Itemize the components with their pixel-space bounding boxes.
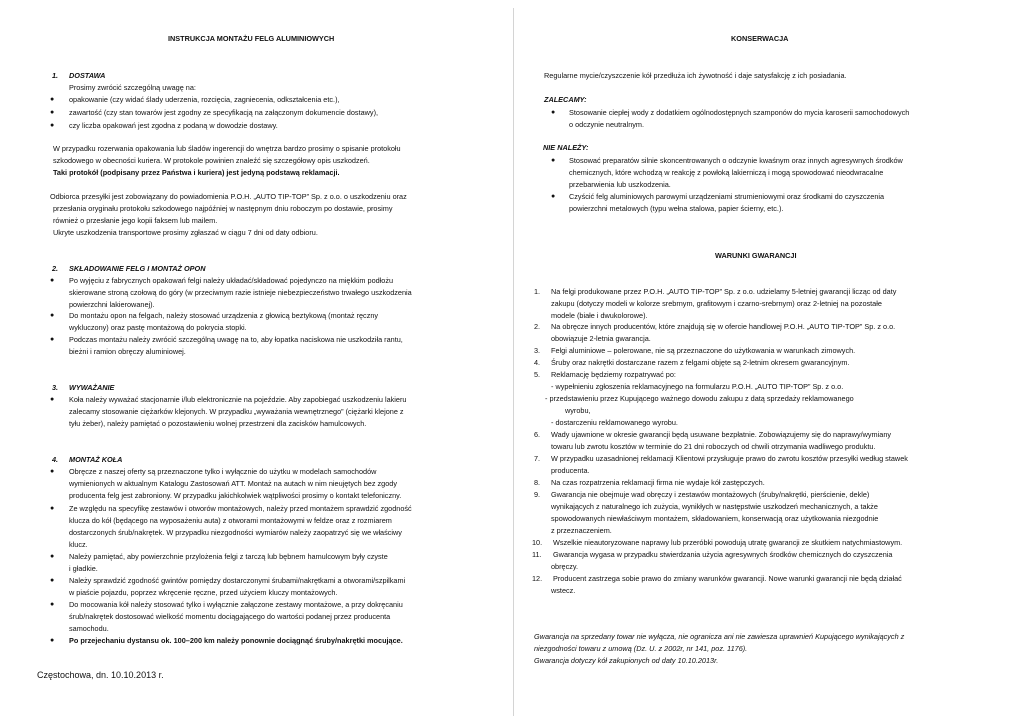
section-4-bullet-line: dostarczonych śrub/nakrętek. W przypadku niezgodności wymiarów należy zaopatrzyć się we właściwy (69, 528, 402, 537)
warranty-item-line: wyrobu, (565, 406, 591, 415)
section-1-paragraph: przesłania oryginału protokołu szkodowego najpóźniej w następnym dniu roboczym po dostawie, prosimy (53, 204, 393, 213)
warranty-item-line: Gwarancja nie obejmuje wad obręczy i zestawów montażowych (śruby/nakrętki, pierścienie, dekle) (551, 490, 870, 499)
warranty-item-line: Śruby oraz nakrętki dostarczane razem z felgami objęte są 2-letnim okresem gwarancyjnym. (551, 358, 850, 367)
section-2-bullet-line: Do montażu opon na felgach, należy stosować urządzenia z głowicą beztykową (montaż ręczny (69, 311, 379, 320)
warranty-item-number: 8. (534, 478, 541, 487)
section-4-bullet-line: Należy sprawdzić zgodność gwintów pomiędzy dostarczonymi śrubami/nakrętkami a otworami/szpilkami (69, 576, 406, 585)
warranty-item-line: Na felgi produkowane przez P.O.H. „AUTO TIP-TOP” Sp. z o.o. udzielamy 5-letniej gwarancji licząc od daty (551, 287, 897, 296)
warranty-item-line: Reklamację będziemy rozpatrywać po: (551, 370, 676, 379)
warranty-item-number: 12. (532, 574, 543, 583)
section-2-number: 2. (52, 264, 59, 273)
warranty-item-line: Na czas rozpatrzenia reklamacji firma nie wydaje kół zastępczych. (551, 478, 765, 487)
warranty-item-line: wstecz. (551, 586, 576, 595)
section-4-bullet-line: Ze względu na specyfikę zestawów i otworów montażowych, należy przed montażem sprawdzić zgodność (69, 504, 412, 513)
section-3-heading: WYWAŻANIE (69, 383, 115, 392)
section-4-bullet-line: samochodu. (69, 624, 109, 633)
section-2-bullet-line: powierzchni lakierowanej). (69, 300, 155, 309)
warranty-item-line: wynikających z naturalnego ich zużycia, wynikłych w następstwie uszkodzeń mechanicznych, a także (551, 502, 878, 511)
recommend-heading: ZALECAMY: (544, 95, 587, 104)
recommend-bullet-line: o odczynie neutralnym. (569, 120, 645, 129)
instructions-title: INSTRUKCJA MONTAŻU FELG ALUMINIOWYCH (168, 34, 335, 43)
warranty-item-number: 9. (534, 490, 541, 499)
warranty-item-line: Wszelkie nieautoryzowane naprawy lub przeróbki powodują utratę gwarancji ze skutkiem natychmiastowym. (553, 538, 903, 547)
warranty-item-line: spowodowanych niewłaściwym montażem, składowaniem, konserwacją oraz użytkowania niezgodnie (551, 514, 879, 523)
section-3-bullet-line: zalecamy stosowanie ciężarków klejonych. W przypadku „wyważania wewnętrznego” (ciężarki klejone z (69, 407, 404, 416)
section-3-number: 3. (52, 383, 59, 392)
do-not-bullet-line: powierzchni metalowych (typu wełna stalowa, papier ścierny, etc.). (569, 204, 784, 213)
section-1-bullet: czy liczba opakowań jest zgodna z podaną w dowodzie dostawy. (69, 121, 278, 130)
bullet-icon: ● (551, 109, 556, 116)
section-1-bullet: opakowanie (czy widać ślady uderzenia, rozcięcia, zagniecenia, odkształcenia etc.), (69, 95, 340, 104)
warranty-item-number: 1. (534, 287, 541, 296)
section-1-number: 1. (52, 71, 59, 80)
warranty-item-line: modele (białe i dwukolorowe). (551, 311, 648, 320)
bullet-icon: ● (50, 396, 55, 403)
bullet-icon: ● (50, 637, 55, 644)
bullet-icon: ● (50, 122, 55, 129)
bullet-icon: ● (50, 601, 55, 608)
bullet-icon: ● (50, 505, 55, 512)
maintenance-title: KONSERWACJA (731, 34, 789, 43)
warranty-item-number: 4. (534, 358, 541, 367)
warranty-item-line: zakupu (dotyczy modeli w kolorze srebrnym, grafitowym i czarno-srebrnym) oraz 2-letniej na pozostałe (551, 299, 882, 308)
do-not-bullet-line: przebarwienia lub uszkodzenia. (569, 180, 671, 189)
section-2-bullet-line: Podczas montażu należy zwrócić szczególną uwagę na to, aby łopatka naciskowa nie uszkodziła rantu, (69, 335, 403, 344)
warranty-item-line: Na obręcze innych producentów, które znajdują się w ofercie handlowej P.O.H. „AUTO TIP-TOP” Sp. z o.o. (551, 322, 896, 331)
section-4-bullet-line: i gładkie. (69, 564, 98, 573)
bullet-icon: ● (50, 553, 55, 560)
warranty-footer-line: Gwarancja na sprzedany towar nie wyłącza, nie ogranicza ani nie zawiesza uprawnień Kupującego wynikających z (534, 632, 905, 641)
bullet-icon: ● (50, 277, 55, 284)
warranty-item-line: - przedstawieniu przez Kupującego ważnego dowodu zakupu z datą sprzedaży reklamowanego (545, 394, 854, 403)
warranty-footer-line: niezgodności towaru z umową (Dz. U. z 2002r, nr 141, poz. 1176). (534, 644, 748, 653)
section-2-heading: SKŁADOWANIE FELG I MONTAŻ OPON (69, 264, 206, 273)
section-4-bullet-line: Należy pamiętać, aby powierzchnie przylożenia felgi z tarczą lub bębnem hamulcowym były czyste (69, 552, 388, 561)
do-not-bullet-line: Stosować preparatów silnie skoncentrowanych o odczynie kwaśnym oraz innych agresywnych środków (569, 156, 903, 165)
section-4-bullet-line: wymienionych w aktualnym Katalogu Zastosowań ATT. Montaż na autach w nim nieujętych bez zgody (69, 479, 397, 488)
warranty-item-line: W przypadku uzasadnionej reklamacji Klientowi przysługuje prawo do zwrotu kosztów przesyłki według stawek (551, 454, 908, 463)
section-1-paragraph: Odbiorca przesyłki jest zobowiązany do powiadomienia P.O.H. „AUTO TIP-TOP” Sp. z o.o. o uszkodzeniu oraz (50, 192, 407, 201)
section-4-heading: MONTAŻ KOŁA (69, 455, 123, 464)
bullet-icon: ● (50, 96, 55, 103)
document-date: Częstochowa, dn. 10.10.2013 r. (37, 670, 164, 680)
section-4-bullet-line: śrub/nakrętek dostosować wielkość momentu dociągającego do wartości podanej przez producenta (69, 612, 391, 621)
section-1-heading: DOSTAWA (69, 71, 106, 80)
section-2-bullet-line: wykluczony) oraz pastę montażową do pokrycia stopki. (69, 323, 247, 332)
warranty-item-number: 11. (532, 550, 542, 559)
maintenance-intro: Regularne mycie/czyszczenie kół przedłuża ich żywotność i daje satysfakcję z ich posiadania. (544, 71, 847, 80)
section-1-intro: Prosimy zwrócić szczególną uwagę na: (69, 83, 196, 92)
section-4-bullet-line: Do mocowania kół należy stosować tylko i wyłącznie załączone zestawy montażowe, a przy dokręcaniu (69, 600, 403, 609)
bullet-icon: ● (551, 157, 556, 164)
warranty-item-line: obręczy. (551, 562, 579, 571)
recommend-bullet-line: Stosowanie ciepłej wody z dodatkiem ogólnodostępnych szamponów do mycia karoserii samochodowych (569, 108, 910, 117)
do-not-heading: NIE NALEŻY: (543, 143, 589, 152)
section-2-bullet-line: skierowane stroną czołową do góry (w przeciwnym razie istnieje niebezpieczeństwo trwałego uszkodzenia (69, 288, 412, 297)
warranty-item-line: towaru lub zwrotu kosztów w terminie do 21 dni roboczych od chwili otrzymania wadliwego produktu. (551, 442, 876, 451)
section-1-paragraph: Ukryte uszkodzenia transportowe prosimy zgłaszać w ciągu 7 dni od daty odbioru. (53, 228, 318, 237)
warranty-item-line: - dostarczeniu reklamowanego wyrobu. (551, 418, 678, 427)
bullet-icon: ● (551, 193, 556, 200)
section-3-bullet-line: tyłu żeber), należy pamiętać o pozostawieniu wolnej przestrzeni dla zacisków hamulcowych. (69, 419, 367, 428)
warranty-item-number: 3. (534, 346, 541, 355)
warranty-item-line: - wypełnieniu zgłoszenia reklamacyjnego na formularzu P.O.H. „AUTO TIP-TOP” Sp. z o.o. (551, 382, 844, 391)
section-4-bullet-line-bold: Po przejechaniu dystansu ok. 100–200 km należy ponownie dociągnąć śruby/nakrętki mocujące. (69, 636, 403, 645)
section-3-bullet-line: Koła należy wyważać stacjonarnie i/lub elektronicznie na pojeździe. Aby zapobiegać uszkodzeniu lakieru (69, 395, 407, 404)
warranty-item-number: 7. (534, 454, 541, 463)
section-1-paragraph: W przypadku rozerwania opakowania lub śladów ingerencji do wnętrza bardzo prosimy o spisanie protokołu (53, 144, 401, 153)
warranty-footer-line: Gwarancja dotyczy kół zakupionych od daty 10.10.2013r. (534, 656, 719, 665)
warranty-item-line: Wady ujawnione w okresie gwarancji będą usuwane bezpłatnie. Zobowiązujemy się do naprawy/wymiany (551, 430, 892, 439)
warranty-item-number: 5. (534, 370, 541, 379)
bullet-icon: ● (50, 468, 55, 475)
warranty-item-line: Producent zastrzega sobie prawo do zmiany warunków gwarancji. Nowe warunki gwarancji nie będą działać (553, 574, 902, 583)
section-2-bullet-line: Po wyjęciu z fabrycznych opakowań felgi należy układać/składować pojedynczo na miękkim podłożu (69, 276, 394, 285)
warranty-item-line: obowiązuje 2-letnia gwarancja. (551, 334, 651, 343)
section-4-number: 4. (52, 455, 59, 464)
section-4-bullet-line: klucz. (69, 540, 88, 549)
do-not-bullet-line: Czyścić felg aluminiowych parowymi urządzeniami strumieniowymi oraz środkami do czyszczenia (569, 192, 885, 201)
bullet-icon: ● (50, 336, 55, 343)
warranty-item-line: Gwarancja wygasa w przypadku stwierdzania użycia agresywnych środków chemicznych do czyszczenia (553, 550, 893, 559)
section-1-paragraph: szkodowego w obecności kuriera. W protokole powinien znaleźć się szczegółowy opis uszkodzeń. (53, 156, 370, 165)
column-divider (513, 8, 514, 716)
section-1-paragraph: również o przesłanie jego kopii faksem lub mailem. (53, 216, 218, 225)
section-1-bullet: zawartość (czy stan towarów jest zgodny ze specyfikacją na załączonym dokumencie dostawy), (69, 108, 379, 117)
bullet-icon: ● (50, 577, 55, 584)
warranty-item-number: 2. (534, 322, 541, 331)
section-4-bullet-line: klucza do kół (będącego na wyposażeniu auta) z otworami montażowymi w feldze oraz z rozmiarem (69, 516, 392, 525)
warranty-title: WARUNKI GWARANCJI (715, 251, 797, 260)
warranty-item-line: z przeznaczeniem. (551, 526, 612, 535)
bullet-icon: ● (50, 312, 55, 319)
do-not-bullet-line: chemicznych, które wchodzą w reakcję z powłoką lakierniczą i mogą spowodować nieodwracalne (569, 168, 884, 177)
section-4-bullet-line: producenta felg jest zabroniony. W przypadku jakichkolwiek wątpliwości prosimy o kontakt telefoniczny. (69, 491, 402, 500)
section-4-bullet-line: Obręcze z naszej oferty są przeznaczone tylko i wyłącznie do użytku w modelach samochodów (69, 467, 377, 476)
warranty-item-line: Felgi aluminiowe – polerowane, nie są przeznaczone do użytkowania w warunkach zimowych. (551, 346, 856, 355)
bullet-icon: ● (50, 109, 55, 116)
warranty-item-line: producenta. (551, 466, 590, 475)
warranty-item-number: 6. (534, 430, 541, 439)
section-2-bullet-line: bieżni i ramion obręczy aluminiowej. (69, 347, 186, 356)
section-1-paragraph-bold: Taki protokół (podpisany przez Państwa i kuriera) jest jedyną podstawą reklamacji. (53, 168, 340, 177)
warranty-item-number: 10. (532, 538, 543, 547)
section-4-bullet-line: w piaście pojazdu, poprzez wkręcenie ręczne, przed użyciem kluczy montażowych. (69, 588, 338, 597)
